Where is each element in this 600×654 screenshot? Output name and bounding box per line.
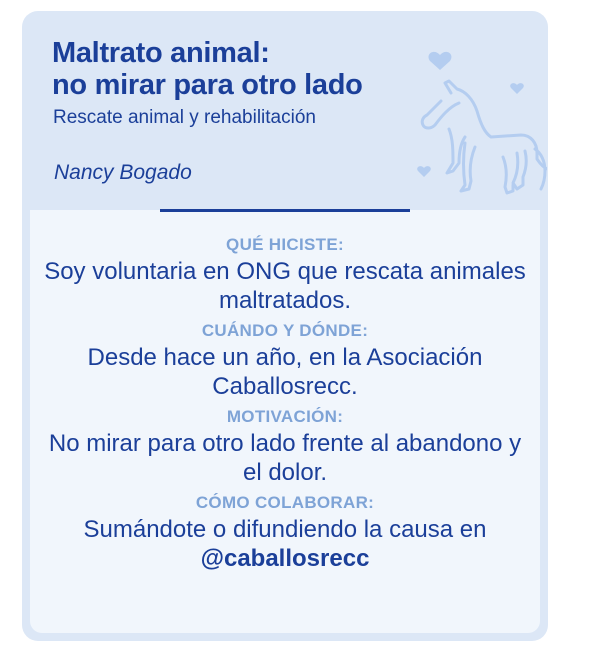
- title-line-2: no mirar para otro lado: [52, 69, 363, 101]
- profile-card: [22, 11, 548, 641]
- card-title: [52, 37, 363, 101]
- section-text: No mirar para otro lado frente al abandono y el dolor.: [48, 430, 522, 486]
- author-name: Nancy Bogado: [54, 161, 192, 184]
- section-when: [22, 319, 548, 401]
- horse-icon: [422, 81, 547, 193]
- heart-icon: [510, 83, 524, 94]
- section-why: [22, 405, 548, 487]
- section-label: QUÉ HICISTE:: [226, 235, 344, 254]
- card-subtitle: Rescate animal y rehabilitación: [53, 107, 316, 128]
- section-label: CUÁNDO Y DÓNDE:: [201, 321, 369, 340]
- heart-icon: [417, 166, 431, 177]
- heart-icon: [429, 52, 452, 70]
- section-label: CÓMO COLABORAR:: [195, 493, 375, 512]
- horse-illustration: [407, 33, 547, 208]
- card-content: [22, 233, 548, 577]
- section-what: [22, 233, 548, 315]
- section-text: Soy voluntaria en ONG que rescata animales maltratados.: [44, 258, 526, 314]
- how-text: Sumándote o difundiendo la causa en: [83, 516, 487, 543]
- section-label: MOTIVACIÓN:: [226, 407, 344, 426]
- section-text: Desde hace un año, en la Asociación Caballosrecc.: [87, 344, 483, 400]
- section-text: [22, 515, 548, 573]
- card-header: [22, 11, 548, 210]
- header-divider: [160, 209, 410, 212]
- title-line-1: Maltrato animal:: [52, 37, 270, 69]
- section-how: [22, 491, 548, 573]
- social-handle-link[interactable]: @caballosrecc: [200, 545, 370, 572]
